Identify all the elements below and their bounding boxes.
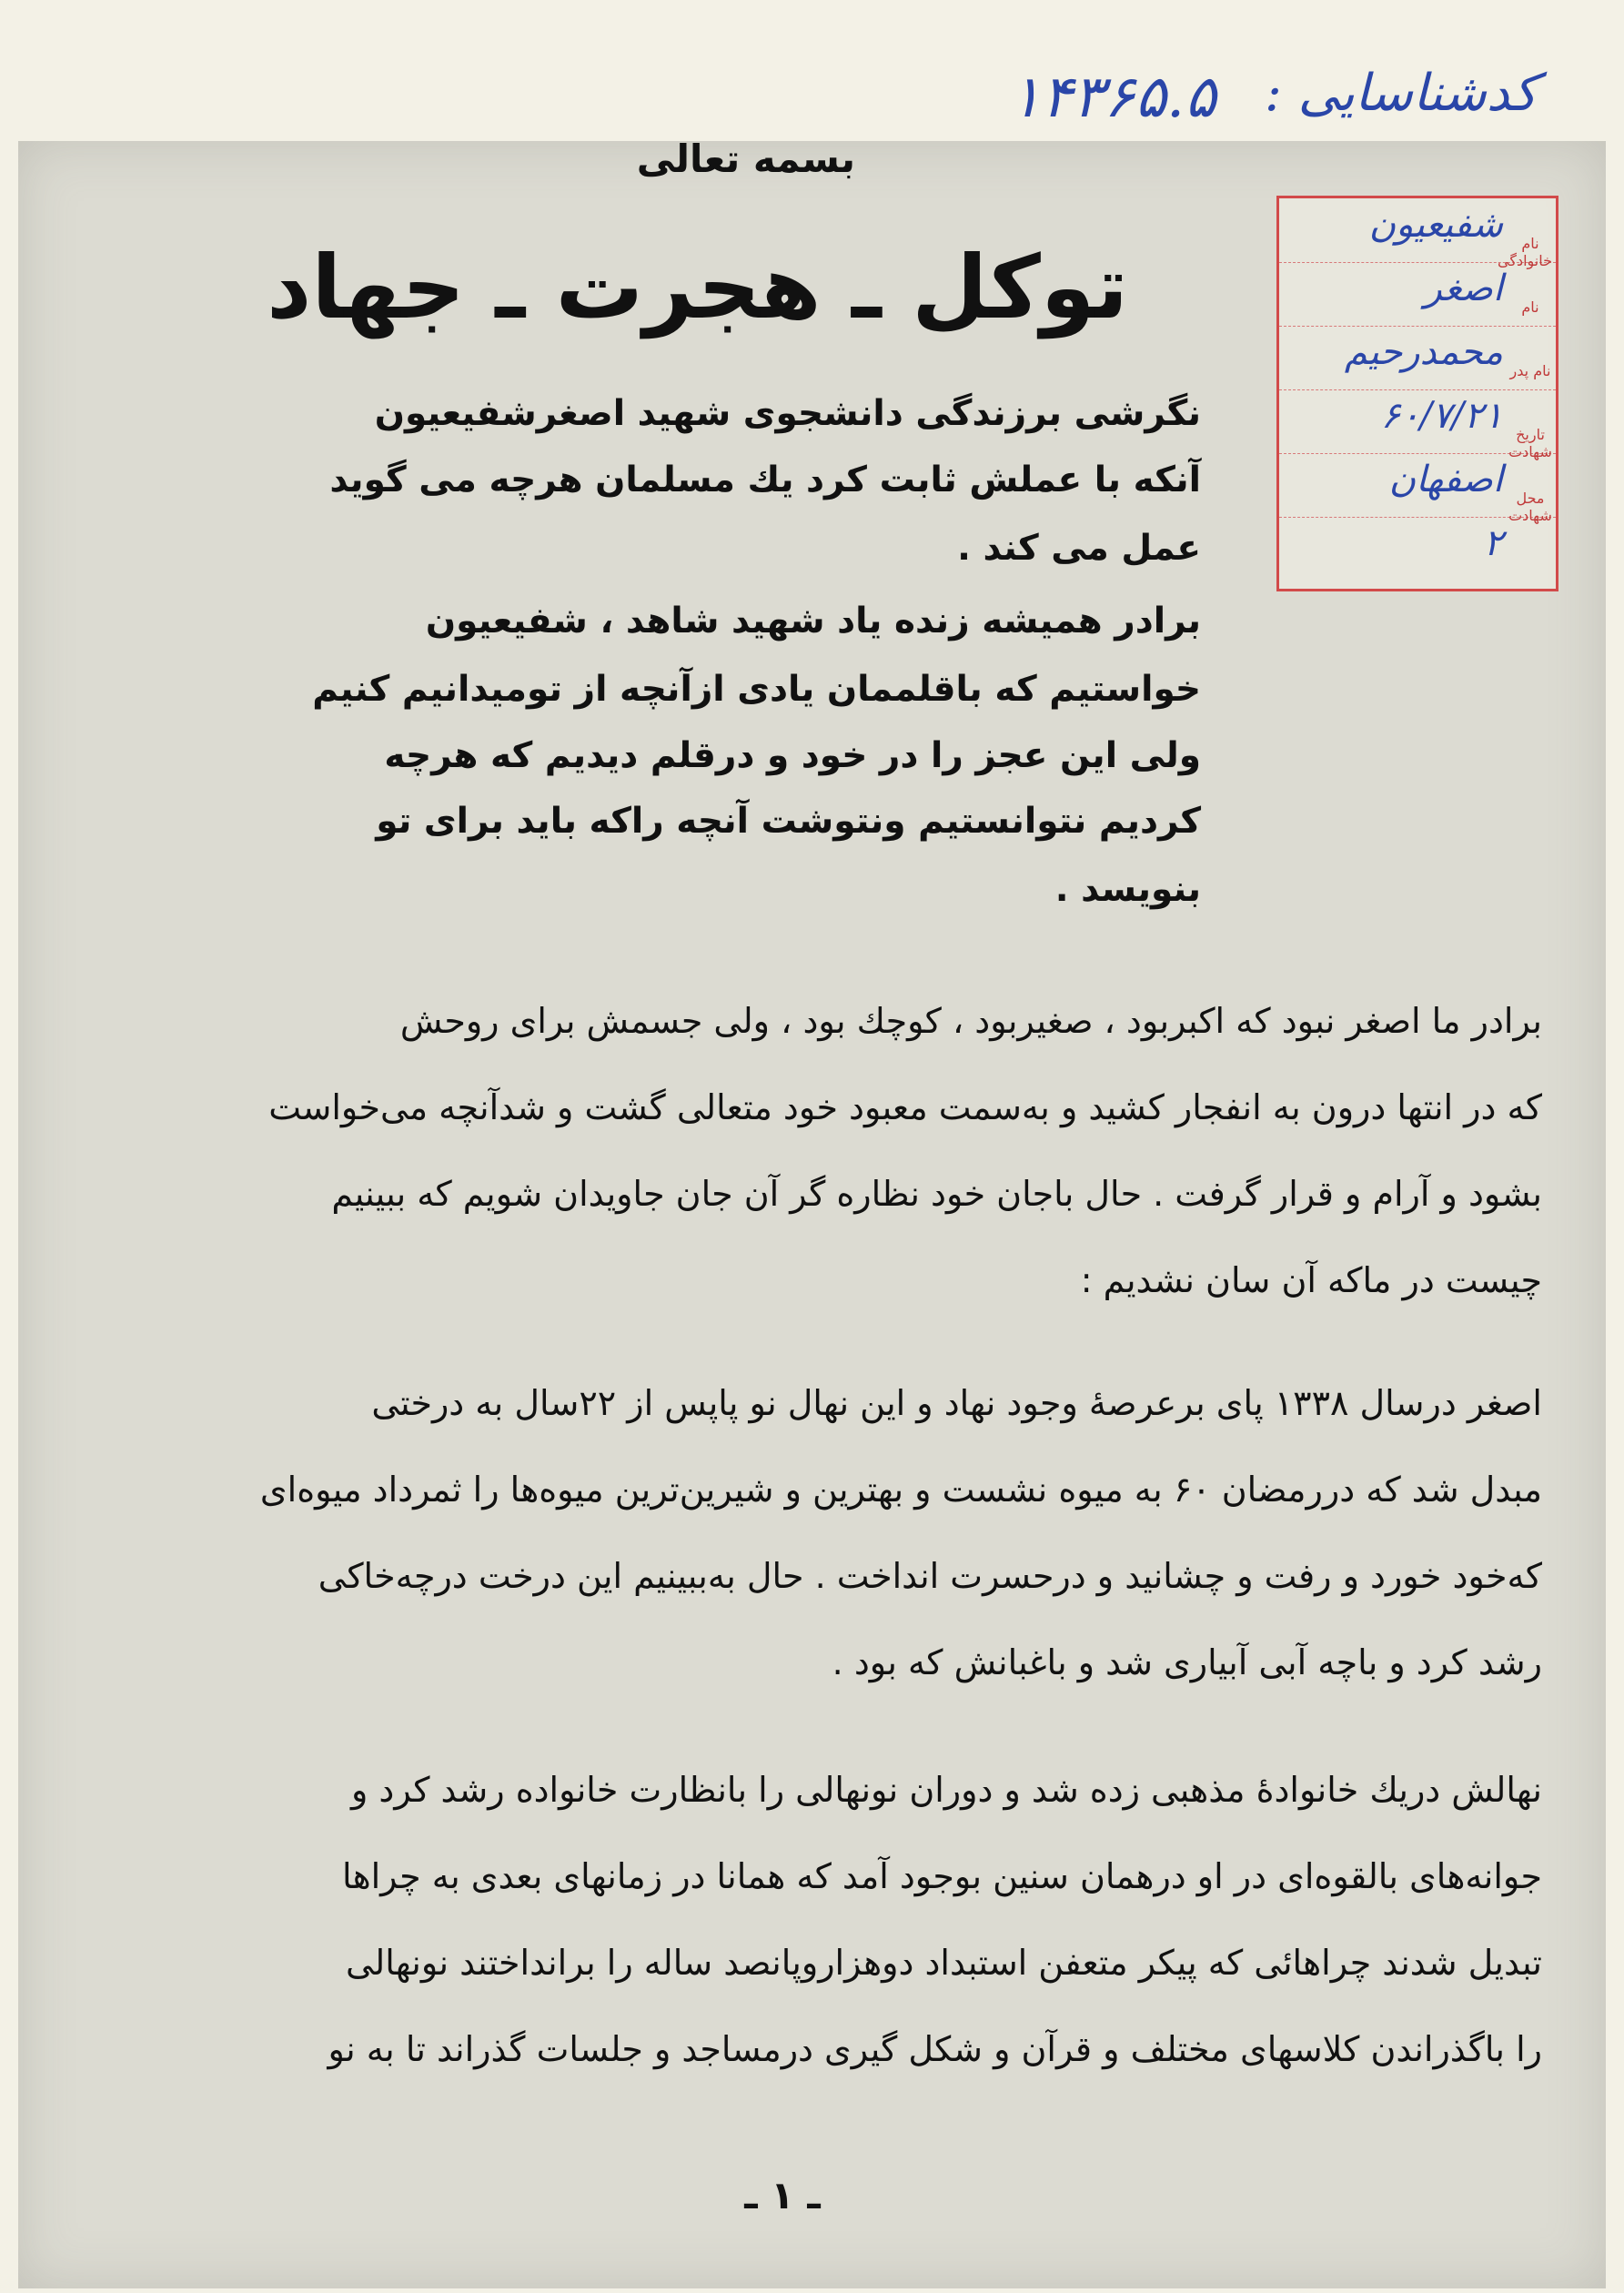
body-line: که‌خود خورد و رفت و چشانید و درحسرت انداخت . حال به‌ببینیم این درخت درچه‌خاکی bbox=[318, 1556, 1542, 1596]
body-line: تبدیل شدند چراهائی که پیکر متعفن استبداد دوهزاروپانصد ساله را برانداختند نونهالی bbox=[345, 1943, 1542, 1983]
handwritten-archive-number: ۱۴۳۶۵.۵ bbox=[1010, 64, 1216, 131]
stamp-value: اصفهان bbox=[1388, 459, 1503, 500]
intro-line: بنویسد . bbox=[1054, 869, 1201, 910]
stamp-value: محمدرحیم bbox=[1344, 331, 1503, 373]
stamp-label: نام پدر bbox=[1509, 362, 1551, 379]
stamp-extra-value: ۲ bbox=[1483, 522, 1503, 564]
stamp-row bbox=[1279, 262, 1556, 327]
stamp-row bbox=[1279, 389, 1556, 460]
stamp-value: اصغر bbox=[1424, 268, 1503, 309]
stamp-label: تاریخ شهادت bbox=[1508, 426, 1552, 460]
body-line: نهالش دریك خانوادهٔ مذهبی زده شد و دوران نونهالی را بانظارت خانواده رشد کرد و bbox=[351, 1770, 1542, 1810]
stamp-label: نام bbox=[1521, 298, 1539, 316]
page-title: توکل ـ هجرت ـ جهاد bbox=[267, 237, 1128, 338]
stamp-row bbox=[1279, 198, 1556, 269]
stamp-row bbox=[1279, 453, 1556, 524]
stamp-row bbox=[1279, 517, 1556, 581]
stamp-value: ۶۰/۷/۲۱ bbox=[1380, 395, 1503, 437]
intro-line: خواستیم که باقلممان یادی ازآنچه از تومیدانیم کنیم bbox=[312, 669, 1201, 710]
intro-line: برادر همیشه زنده یاد شهید شاهد ، شفیعیون bbox=[425, 601, 1201, 641]
page-number: ـ ۱ ـ bbox=[744, 2173, 821, 2217]
body-line: چیست در ماکه آن سان نشدیم : bbox=[1080, 1260, 1542, 1300]
intro-line: عمل می کند . bbox=[957, 528, 1201, 569]
body-line: برادر ما اصغر نبود که اکبربود ، صغیربود ، کوچك بود ، ولی جسمش برای روحش bbox=[399, 1001, 1542, 1041]
intro-line: آنکه با عملش ثابت کرد یك مسلمان هرچه می گوید bbox=[329, 460, 1201, 500]
salutation: بسمه تعالی bbox=[636, 136, 855, 181]
intro-line: کردیم نتوانستیم ونتوشت آنچه راکه باید برای تو bbox=[376, 801, 1201, 842]
body-line: را باگذراندن کلاسهای مختلف و قرآن و شکل گیری درمساجد و جلسات گذراند تا به نو bbox=[328, 2029, 1542, 2069]
stamp-label: محل شهادت bbox=[1508, 490, 1552, 524]
archive-stamp bbox=[1276, 196, 1558, 591]
stamp-value: شفیعیون bbox=[1368, 204, 1503, 246]
intro-line: ولی این عجز را در خود و درقلم دیدیم که هرچه bbox=[384, 735, 1201, 776]
body-line: رشد کرد و باچه آبی آبیاری شد و باغبانش که بود . bbox=[832, 1642, 1542, 1682]
body-line: بشود و آرام و قرار گرفت . حال باجان خود نظاره گر آن جان جاویدان شویم که ببینیم bbox=[331, 1174, 1542, 1214]
handwritten-id-label: کدشناسایی : bbox=[1265, 64, 1538, 123]
body-line: جوانه‌های بالقوه‌ای در او درهمان سنین بوجود آمد که همانا در زمانهای بعدی به چراها bbox=[342, 1856, 1542, 1896]
stamp-label: نام خانوادگی bbox=[1497, 235, 1552, 269]
body-line: مبدل شد که دررمضان ۶۰ به میوه نشست و بهترین و شیرین‌ترین میوه‌ها را ثمرداد میوه‌ای bbox=[259, 1470, 1542, 1510]
body-line: اصغر درسال ۱۳۳۸ پای برعرصهٔ وجود نهاد و این نهال نو پاپس از ۲۲سال به درختی bbox=[371, 1383, 1542, 1423]
intro-line: نگرشی برزندگی دانشجوی شهید اصغرشفیعیون bbox=[374, 393, 1201, 434]
body-line: که در انتها درون به انفجار کشید و به‌سمت معبود خود متعالی گشت و شدآنچه می‌خواست bbox=[268, 1087, 1542, 1127]
stamp-row bbox=[1279, 326, 1556, 390]
